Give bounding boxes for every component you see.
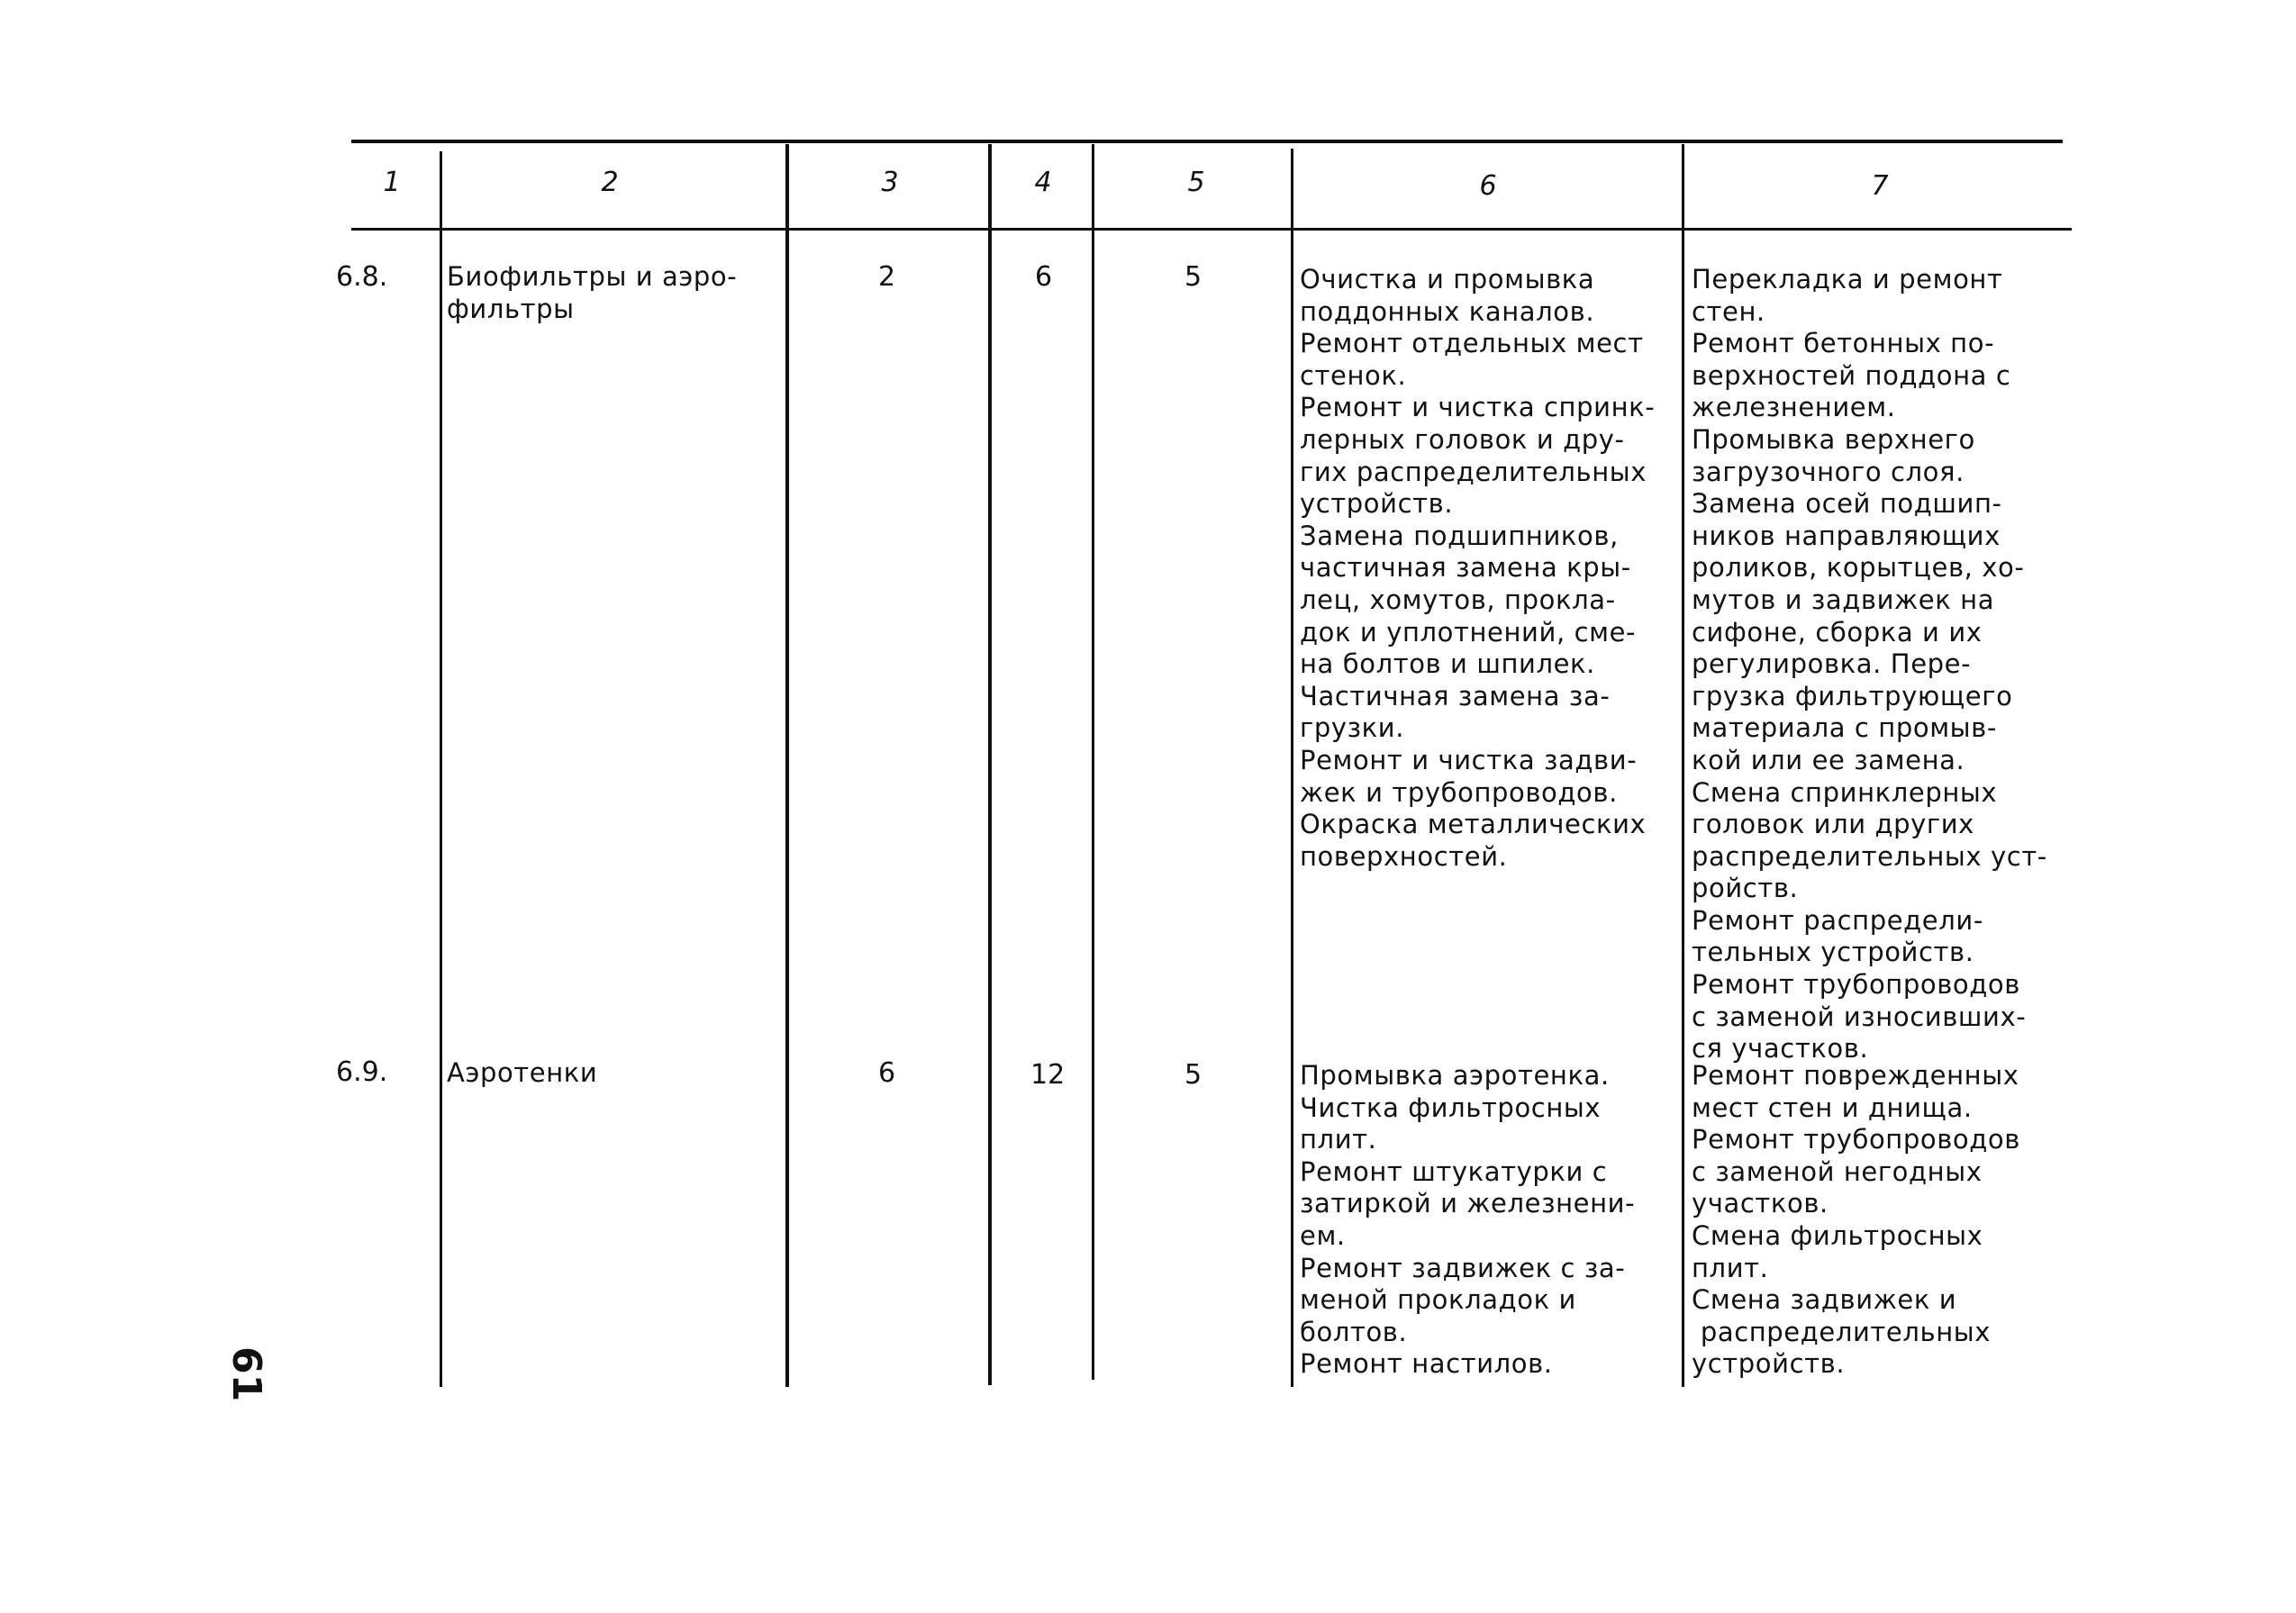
row-col-4-value: 12	[1030, 1059, 1066, 1091]
row-col-7-works: Перекладка и ремонт стен. Ремонт бетонных по- верхностей поддона с железнением. Промывка верхнего загрузочного слоя. Замена осей подшип- ников направляющих роликов, корытцев, хо- мутов и задвижек на сифоне, сборка и их регулировка. Пере- грузка фильтрующего материала с промыв- кой или ее замена. Смена спринклерных головок или других распределительных уст- ройств. Ремонт распредели- тельных устройств. Ремонт трубопроводов с заменой износивших- ся участков.	[1692, 264, 2047, 1065]
row-item-name: Биофильтры и аэро- фильтры	[447, 261, 738, 324]
table-top-rule	[351, 140, 2063, 143]
row-number: 6.9.	[336, 1056, 388, 1088]
header-bottom-rule	[351, 228, 2072, 231]
header-col-6: 6	[1479, 170, 1497, 202]
row-col-5-value: 5	[1184, 261, 1202, 293]
row-col-6-works: Очистка и промывка поддонных каналов. Ремонт отдельных мест стенок. Ремонт и чистка спринк- лерных головок и дру- гих распределительных устройств. Замена подшипников, частичная замена кры- лец, хомутов, прокла- док и уплотнений, сме- на болтов и шпилек. Частичная замена за- грузки. Ремонт и чистка задви- жек и трубопроводов. Окраска металлических поверхностей.	[1300, 264, 1656, 872]
row-col-5-value: 5	[1184, 1059, 1202, 1091]
header-col-3: 3	[881, 167, 899, 198]
header-col-7: 7	[1871, 170, 1889, 202]
col-sep-6	[1682, 144, 1684, 1387]
row-col-3-value: 6	[878, 1057, 896, 1089]
row-col-6-works: Промывка аэротенка. Чистка фильтросных плит. Ремонт штукатурки с затиркой и железнени- ем. Ремонт задвижек с за- меной прокладок и болтов. Ремонт настилов.	[1300, 1060, 1636, 1380]
col-sep-1	[440, 151, 442, 1387]
col-sep-4	[1092, 144, 1094, 1380]
header-col-5: 5	[1187, 167, 1205, 198]
header-col-1: 1	[383, 167, 401, 198]
header-col-4: 4	[1034, 167, 1052, 198]
col-sep-3	[988, 144, 992, 1385]
page-number: 61	[223, 1346, 269, 1402]
col-sep-2	[785, 144, 789, 1387]
row-item-name: Аэротенки	[447, 1057, 598, 1088]
row-col-7-works: Ремонт поврежденных мест стен и днища. Ремонт трубопроводов с заменой негодных участков. Смена фильтросных плит. Смена задвижек и распределительных устройств.	[1692, 1060, 2020, 1380]
header-col-2: 2	[601, 167, 619, 198]
row-col-3-value: 2	[878, 261, 896, 293]
row-col-4-value: 6	[1035, 261, 1053, 293]
row-number: 6.8.	[336, 261, 388, 293]
col-sep-5	[1291, 149, 1293, 1387]
